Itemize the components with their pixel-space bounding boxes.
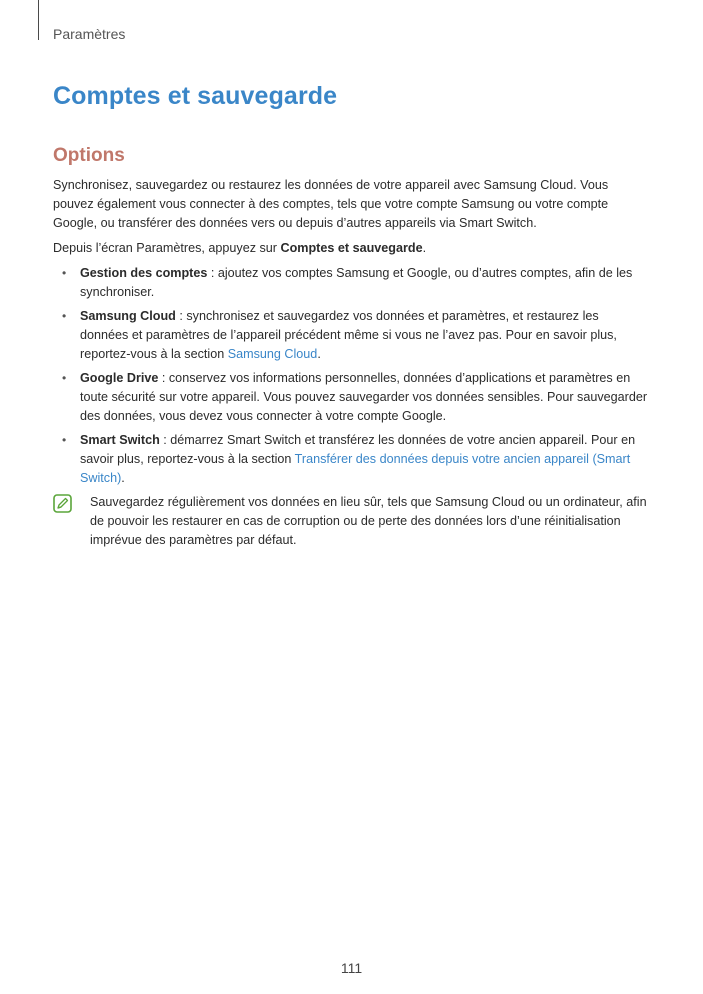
main-content: [53, 176, 649, 550]
list-item-title: Google Drive: [80, 371, 159, 385]
page-number: 111: [340, 960, 363, 976]
list-item-after: .: [121, 471, 125, 485]
bullet-dot-icon: •: [62, 433, 67, 447]
options-list: [53, 264, 649, 488]
list-item-gestion-comptes: [53, 264, 649, 302]
instruction-menu-path: Comptes et sauvegarde: [280, 241, 423, 255]
list-item-text: : synchronisez et sauvegardez vos données et paramètres, et restaurez les données et paramètres de l’appareil précédent même si vous ne l’avez pas. Pour en savoir plus, reportez-vous à la section: [80, 309, 617, 361]
instruction-suffix: .: [422, 241, 427, 255]
list-item-samsung-cloud: [53, 307, 649, 364]
list-item-text: : ajoutez vos comptes Samsung et Google, ou d’autres comptes, afin de les synchroniser.: [80, 266, 633, 299]
running-header: Paramètres: [53, 26, 126, 42]
list-item-title: Samsung Cloud: [80, 309, 176, 323]
smart-switch-transfer-link[interactable]: Transférer des données depuis votre ancien appareil (Smart Switch): [80, 452, 631, 485]
note-text: Sauvegardez régulièrement vos données en lieu sûr, tels que Samsung Cloud ou un ordinateur, afin de pouvoir les restaurer en cas de corruption ou de perte des données lors d’une réinitialisation imprévue des paramètres par défaut.: [90, 495, 647, 547]
section-title: Options: [53, 145, 125, 166]
bullet-dot-icon: •: [62, 309, 67, 323]
list-item-text: : conservez vos informations personnelles, données d’applications et paramètres en toute sécurité sur votre appareil. Vous pouvez sauvegarder vos données sensibles. Pour sauvegarder des données, vous devez vous connecter à votre compte Google.: [80, 371, 648, 423]
list-item-smart-switch: [53, 431, 649, 488]
list-item-title: Gestion des comptes: [80, 266, 208, 280]
list-item-google-drive: [53, 369, 649, 426]
bullet-dot-icon: •: [62, 371, 67, 385]
note-pencil-icon: [53, 494, 72, 513]
instruction-paragraph: [53, 239, 649, 258]
list-item-title: Smart Switch: [80, 433, 160, 447]
page-title: Comptes et sauvegarde: [53, 82, 338, 110]
instruction-prefix: Depuis l’écran Paramètres, appuyez sur: [53, 241, 281, 255]
list-item-text: : démarrez Smart Switch et transférez les données de votre ancien appareil. Pour en savoir plus, reportez-vous à la section: [80, 433, 636, 466]
header-rule: [38, 0, 39, 40]
samsung-cloud-link[interactable]: Samsung Cloud: [227, 347, 318, 361]
bullet-dot-icon: •: [62, 266, 67, 280]
intro-paragraph: Synchronisez, sauvegardez ou restaurez les données de votre appareil avec Samsung Cloud. Vous pouvez également vous connecter à des comptes, tels que votre compte Samsung ou votre compte Google, ou transférer des données vers ou depuis d’autres appareils via Smart Switch.: [53, 178, 609, 230]
note-block: [53, 493, 649, 550]
list-item-after: .: [317, 347, 321, 361]
